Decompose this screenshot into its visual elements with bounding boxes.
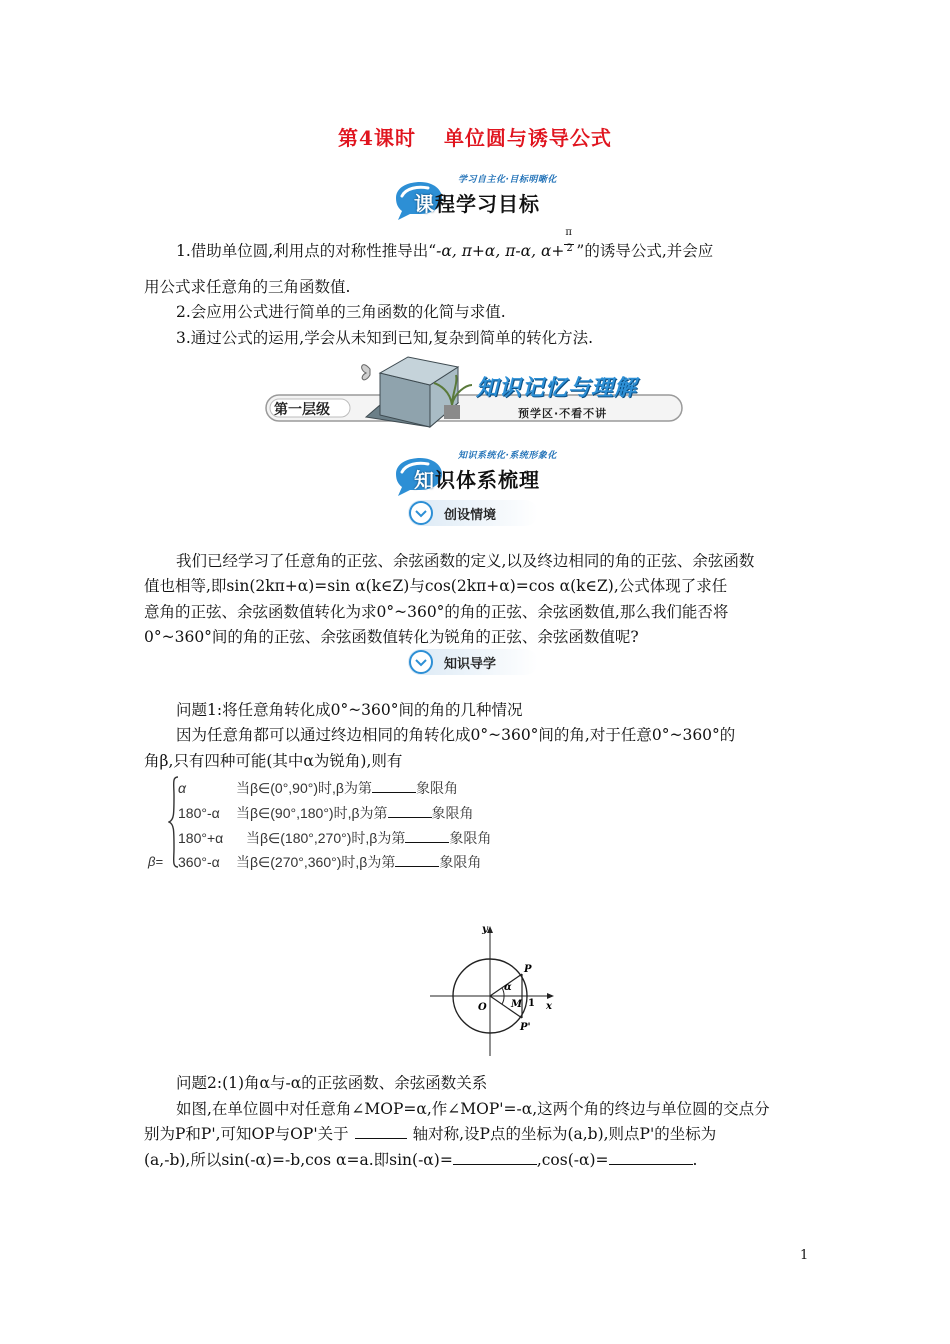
page-title bbox=[0, 122, 950, 151]
answer-blank[interactable] bbox=[405, 826, 449, 843]
level-subtitle: 预学区·不看不讲 bbox=[518, 407, 608, 420]
case-row: 360°-α 当β∈(270°,360°)时,β为第 象限角 bbox=[178, 850, 481, 872]
q2-line-2: 别为P和P',可知OP与OP'关于 轴对称,设P点的坐标为(a,b),则点P'的坐标为 bbox=[144, 1119, 716, 1149]
chevron-down-icon bbox=[408, 500, 434, 526]
goal-2: 2.会应用公式进行简单的三角函数的化简与求值. bbox=[176, 303, 506, 321]
pill-scenario: 创设情境 bbox=[408, 500, 538, 526]
pill-guide: 知识导学 bbox=[408, 649, 538, 675]
section-heading: 知识体系梳理 bbox=[414, 468, 540, 492]
chevron-down-icon bbox=[408, 649, 434, 675]
scenario-line-4: 0°~360°间的角的正弦、余弦函数值转化为锐角的正弦、余弦函数值呢? bbox=[144, 628, 639, 646]
level-label: 第一层级 bbox=[274, 402, 330, 418]
page-number: 1 bbox=[800, 1248, 809, 1263]
level-heading: 知识记忆与理解 bbox=[476, 376, 638, 401]
fraction-pi-over-2: $\frac{\pi}{2}$ bbox=[565, 227, 573, 254]
section-caption: 知识系统化·系统形象化 bbox=[458, 451, 557, 461]
label-alpha: α bbox=[504, 982, 512, 993]
angle-arc bbox=[502, 996, 504, 1004]
label-p: P bbox=[524, 964, 532, 975]
answer-blank[interactable] bbox=[355, 1122, 407, 1139]
lesson-number: 第4课时 bbox=[338, 126, 416, 150]
q2-line-3: (a,-b),所以sin(-α)=-b,cos α=a.即sin(-α)= ,cos(-α)= . bbox=[144, 1145, 697, 1175]
beta-label: β= bbox=[148, 854, 164, 869]
goal-1-line-2: 用公式求任意角的三角函数值. bbox=[144, 278, 351, 296]
answer-blank[interactable] bbox=[388, 801, 432, 818]
label-x: x bbox=[546, 1001, 552, 1012]
case-row: 180°+α 当β∈(180°,270°)时,β为第 象限角 bbox=[178, 826, 491, 848]
beta-cases bbox=[148, 774, 548, 874]
label-y: y bbox=[482, 924, 488, 935]
answer-blank[interactable] bbox=[609, 1148, 693, 1165]
label-one: 1 bbox=[528, 998, 535, 1009]
goal-3: 3.通过公式的运用,学会从未知到已知,复杂到简单的转化方法. bbox=[176, 329, 594, 347]
level-banner bbox=[262, 355, 686, 435]
q2-line-1: 如图,在单位圆中对任意角∠MOP=α,作∠MOP'=-α,这两个角的终边与单位圆的交点分 bbox=[176, 1100, 770, 1118]
goal-1-line-1: 1.借助单位圆,利用点的对称性推导出“-α, π+α, π-α, α+ $\frac{\pi}{2}$ ”的诱导公式,并会应 bbox=[176, 227, 714, 260]
section-banner-system bbox=[390, 448, 590, 496]
label-o: O bbox=[478, 1002, 487, 1013]
case-row: α 当β∈(0°,90°)时,β为第 象限角 bbox=[178, 776, 458, 798]
answer-blank[interactable] bbox=[453, 1148, 537, 1165]
case-row: 180°-α 当β∈(90°,180°)时,β为第 象限角 bbox=[178, 801, 474, 823]
q1-line-2: 角β,只有四种可能(其中α为锐角),则有 bbox=[144, 752, 403, 770]
q2-title: 问题2:(1)角α与-α的正弦函数、余弦函数关系 bbox=[176, 1074, 488, 1092]
x-axis-arrow bbox=[547, 993, 554, 999]
answer-blank[interactable] bbox=[372, 776, 416, 793]
answer-blank[interactable] bbox=[395, 850, 439, 867]
section-banner-goals bbox=[390, 172, 590, 220]
q1-title: 问题1:将任意角转化成0°~360°间的角的几种情况 bbox=[176, 701, 523, 719]
y-axis-arrow bbox=[487, 926, 493, 933]
section-heading: 课程学习目标 bbox=[414, 192, 540, 216]
label-m: M bbox=[511, 999, 523, 1010]
unit-circle-figure bbox=[420, 920, 570, 1060]
section-caption: 学习自主化·目标明晰化 bbox=[458, 175, 557, 185]
scenario-line-1: 我们已经学习了任意角的正弦、余弦函数的定义,以及终边相同的角的正弦、余弦函数 bbox=[176, 552, 755, 570]
scenario-line-3: 意角的正弦、余弦函数值转化为求0°~360°的角的正弦、余弦函数值,那么我们能否将 bbox=[144, 603, 729, 621]
q1-line-1: 因为任意角都可以通过终边相同的角转化成0°~360°间的角,对于任意0°~360°的 bbox=[176, 726, 736, 744]
lesson-topic: 单位圆与诱导公式 bbox=[443, 126, 612, 150]
label-p-prime: P' bbox=[520, 1022, 531, 1033]
scenario-line-2: 值也相等,即sin(2kπ+α)=sin α(k∈Z)与cos(2kπ+α)=cos α(k∈Z),公式体现了求任 bbox=[144, 577, 728, 595]
